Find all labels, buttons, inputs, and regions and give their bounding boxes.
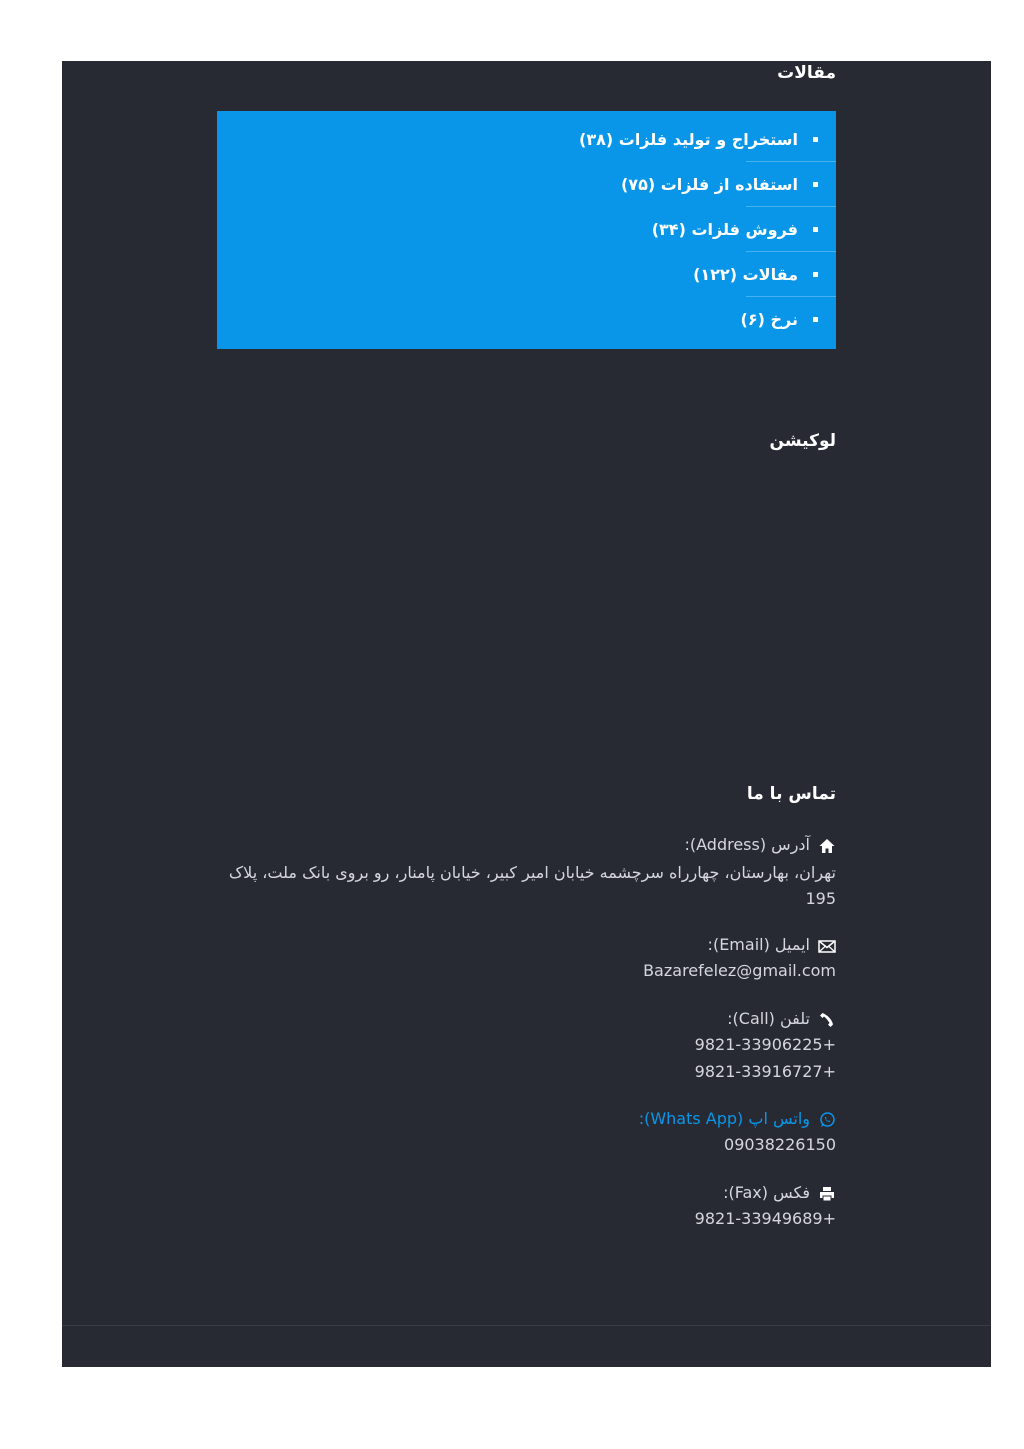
location-heading: لوکیشن	[769, 431, 836, 451]
category-item[interactable]	[217, 297, 836, 342]
email-label-row	[708, 934, 836, 956]
email-value[interactable]: Bazarefelez@gmail.com	[643, 961, 836, 980]
category-link[interactable]: استخراج و تولید فلزات (۳۸)	[579, 130, 798, 149]
home-icon	[818, 837, 836, 855]
bullet-icon	[813, 227, 818, 232]
bullet-icon	[813, 272, 818, 277]
whatsapp-value[interactable]: 09038226150	[724, 1135, 836, 1154]
category-link[interactable]: مقالات (۱۲۲)	[693, 265, 798, 284]
category-link[interactable]: فروش فلزات (۳۴)	[651, 220, 798, 239]
fax-label-row	[723, 1182, 836, 1204]
email-label: ایمیل (Email):	[707, 935, 810, 954]
call-label: تلفن (Call):	[727, 1009, 810, 1028]
fax-value: +9821-33949689	[694, 1209, 836, 1228]
category-link[interactable]: نرخ (۶)	[740, 310, 798, 329]
whatsapp-label[interactable]: واتس اپ (Whats App):	[638, 1109, 810, 1128]
bullet-icon	[813, 137, 818, 142]
bullet-icon	[813, 317, 818, 322]
phone-icon	[818, 1011, 836, 1029]
footer-divider	[62, 1325, 991, 1326]
articles-heading: مقالات	[777, 63, 836, 83]
address-label-row	[684, 834, 836, 856]
category-link[interactable]: استفاده از فلزات (۷۵)	[620, 175, 798, 194]
categories-list	[217, 111, 836, 349]
address-value: تهران، بهارستان، چهارراه سرچشمه خیابان امیر کبیر، خیابان پامنار، رو بروی بانک ملت، پلاک 195	[228, 863, 836, 908]
printer-icon	[818, 1185, 836, 1203]
category-item[interactable]	[217, 117, 836, 162]
category-item[interactable]	[217, 207, 836, 252]
phone-value[interactable]: +9821-33906225	[694, 1035, 836, 1054]
call-label-row	[727, 1008, 836, 1030]
address-label: آدرس (Address):	[684, 835, 810, 854]
footer-panel	[62, 61, 991, 1367]
phone-value[interactable]: +9821-33916727	[694, 1062, 836, 1081]
category-item[interactable]	[217, 162, 836, 207]
whatsapp-label-row[interactable]	[639, 1108, 836, 1130]
category-item[interactable]	[217, 252, 836, 297]
fax-label: فکس (Fax):	[723, 1183, 810, 1202]
bullet-icon	[813, 182, 818, 187]
whatsapp-icon	[818, 1111, 836, 1129]
envelope-icon	[818, 937, 836, 955]
contact-heading: تماس با ما	[746, 784, 836, 804]
